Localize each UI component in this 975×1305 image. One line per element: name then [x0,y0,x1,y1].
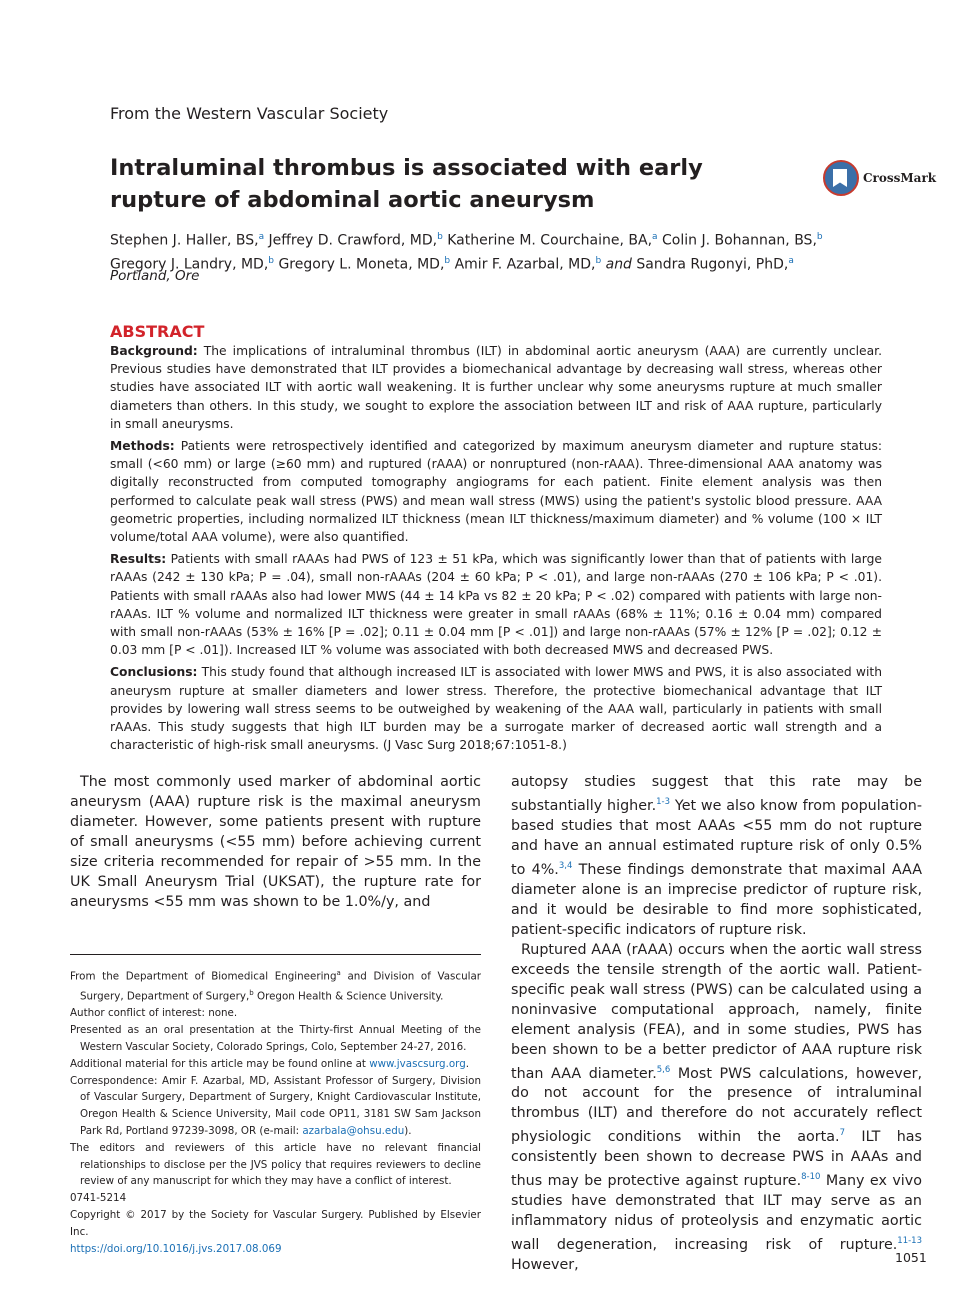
abstract-background-label: Background: [110,344,198,358]
footnote-additional [70,1056,481,1073]
footnote-editors: The editors and reviewers of this article have no relevant financial relationships to disclose per the JVS policy that requires reviewers to decline review of any manuscript for which they may have a conflict of interest. [70,1141,481,1188]
footnote-text: and Division of Vascular Surgery, Department of Surgery, [80,970,481,1003]
footnote-text: Correspondence: Amir F. Azarbal, MD, Assistant Professor of Surgery, Division of Vascular Surgery, Department of Surgery, Knight Cardiovascular Institute, Oregon Health & Science University, Mail code OP11, 3181 SW Sam Jackson Park Rd, Portland 97239-3098, OR (e-mail: [70,1074,481,1138]
body-text: ILT has consistently been shown to decrease PWS in AAAs and thus may be protective against rupture. [511,1129,922,1189]
body-paragraph [511,772,922,940]
copyright: Copyright © 2017 by the Society for Vascular Surgery. Published by Elsevier Inc. [70,1209,481,1238]
abstract-results [110,550,882,659]
abstract-heading: ABSTRACT [110,322,205,341]
author-name: Katherine M. Courchaine, BA, [447,232,653,249]
affiliation-link[interactable]: b [268,255,274,266]
footnote-sup: a [336,969,341,977]
abstract-conclusions [110,663,882,754]
page-number: 1051 [895,1250,927,1265]
affiliation-link[interactable]: a [652,232,658,242]
affiliation-link[interactable]: a [788,255,794,266]
reference-link[interactable]: 8-10 [801,1172,821,1183]
body-column-right [511,772,922,1275]
abstract-background [110,342,882,433]
affiliation-link[interactable]: a [258,232,265,242]
footnote-presentation: Presented as an oral presentation at the Thirty-first Annual Meeting of the Western Vascular Society, Colorado Springs, Colo, September 24-27, 2016. [70,1024,481,1054]
email-link[interactable]: azarbala@ohsu.edu [302,1125,405,1138]
abstract-conclusions-text: This study found that although increased ILT is associated with lower MWS and PWS, it is also associated with aneurysm rupture at smaller diameters and lower stress. Therefore, the protective biomechanical advantage that ILT provides by lowering wall stress seems to be outweighed by weakening of the AAA wall, particularly in patients with small rAAAs. This study suggests that high ILT burden may be a surrogate marker of decreased aortic wall strength and a characteristic of high-risk small aneurysms. (J Vasc Surg 2018;67:1051-8.) [110,665,882,753]
crossmark-label: CrossMark [863,171,937,185]
affiliation-link[interactable]: b [595,255,602,266]
affiliation-link[interactable]: b [437,232,443,242]
footnote-text: . [465,1057,470,1070]
author-name: Sandra Rugonyi, PhD, [636,256,789,273]
author-name: Amir F. Azarbal, MD, [454,256,596,273]
crossmark-icon [823,160,859,196]
footnote-text: Additional material for this article may be found online at [70,1057,370,1070]
body-text: Ruptured AAA (rAAA) occurs when the aortic wall stress exceeds the tensile strength of the aortic wall. Patient-specific peak wall stress (PWS) can be calculated using a noninvasive computational approach, namely, finite element analysis (FEA), and in some studies, PWS has been shown to be a better predictor of AAA rupture risk than AAA diameter. [511,941,922,1082]
abstract-methods-label: Methods: [110,439,175,454]
affiliation-link[interactable]: b [816,232,823,242]
author-list [110,227,870,274]
author-location: Portland, Ore [110,268,200,284]
body-text: However, [511,1256,579,1273]
footnote-divider [70,954,481,955]
author-name: Gregory J. Landry, MD, [110,256,269,273]
crossmark-button[interactable] [823,160,937,198]
journal-website-link[interactable]: www.jvascsurg.org [369,1057,466,1070]
reference-link[interactable]: 3,4 [558,860,573,871]
issn: 0741-5214 [70,1192,127,1205]
doi-link[interactable]: https://doi.org/10.1016/j.jvs.2017.08.069 [70,1242,282,1255]
author-name: Colin J. Bohannan, BS, [662,232,817,249]
footnote-affiliations [70,965,481,1005]
footnote-text: ). [404,1125,412,1138]
authors-and: and [605,256,632,273]
body-text: Many ex vivo studies have demonstrated that ILT may serve as an inflammatory nidus of proteolysis and enzymatic aortic wall degeneration, increasing risk of rupture. [511,1172,922,1253]
reference-link[interactable]: 5,6 [656,1064,671,1075]
reference-link[interactable]: 1-3 [656,797,671,807]
body-text: autopsy studies suggest that this rate may be substantially higher. [511,774,922,814]
reference-link[interactable]: 7 [839,1128,846,1139]
footnote-text: Oregon Health & Science University. [253,990,444,1003]
body-text: Yet we also know from population-based studies that most AAAs <55 mm do not rupture and have an annual estimated rupture risk of only 0.5% to 4%. [511,797,922,878]
body-paragraph: The most commonly used marker of abdominal aortic aneurysm (AAA) rupture risk is the maximal aneurysm diameter. However, some patients present with rupture of small aneurysms (<55 mm) before achieving current size criteria recommended for repair of >55 mm. In the UK Small Aneurysm Trial (UKSAT), the rupture rate for aneurysms <55 mm was shown to be 1.0%/y, and [70,774,481,910]
footnotes [70,965,481,1257]
abstract-body [110,342,882,758]
footnote-correspondence [70,1073,481,1140]
body-column-left [70,772,481,912]
abstract-methods [110,437,882,546]
author-name: Stephen J. Haller, BS, [110,232,259,249]
body-paragraph [511,940,922,1275]
abstract-background-text: The implications of intraluminal thrombus (ILT) in abdominal aortic aneurysm (AAA) are currently unclear. Previous studies have demonstrated that ILT provides a biomechanical advantage by decreasing wall stress, whereas other studies have associated ILT with aortic wall weakening. It is further unclear why some aneurysms rupture at much smaller diameters than others. In this study, we sought to explore the association between ILT and risk of AAA rupture, particularly in small aneurysms. [110,344,882,431]
abstract-methods-text: Patients were retrospectively identified and categorized by maximum aneurysm diameter and rupture status: small (<60 mm) or large (≥60 mm) and ruptured (rAAA) or nonruptured (non-rAAA). Three-dimensional AAA anatomy was digitally reconstructed from computed tomography angiograms for each patient. Finite element analysis was then performed to calculate peak wall stress (PWS) and mean wall stress (MWS) using the patient's systolic blood pressure. AAA geometric properties, including normalized ILT thickness (mean ILT thickness/maximum diameter) and % volume (100 × ILT volume/total AAA volume), were also quantified. [110,439,882,545]
body-text: These findings demonstrate that maximal AAA diameter alone is an imprecise predictor of rupture risk, and it would be desirable to find more sophisticated, patient-specific indicators of rupture risk. [511,861,922,938]
abstract-results-label: Results: [110,552,167,567]
article-title: Intraluminal thrombus is associated with early rupture of abdominal aortic aneurysm [110,155,703,213]
author-name: Jeffrey D. Crawford, MD, [268,232,438,249]
body-text: Most PWS calculations, however, do not account for the presence of intraluminal thrombus (ILT) and therefore do not accurately reflect physiologic conditions within the aorta. [511,1065,922,1146]
footnote-conflict: Author conflict of interest: none. [70,1007,238,1020]
affiliation-link[interactable]: b [444,255,451,266]
reference-link[interactable]: 11-13 [897,1235,922,1246]
footnote-text: From the Department of Biomedical Engineering [70,970,337,983]
footnote-sup: b [249,989,254,998]
section-heading: From the Western Vascular Society [110,104,389,123]
abstract-results-text: Patients with small rAAAs had PWS of 123 ± 51 kPa, which was significantly lower than that of patients with large rAAAs (242 ± 130 kPa; P = .04), small non-rAAAs (204 ± 60 kPa; P < .01), and large non-rAAAs (270 ± 106 kPa; P < .01). Patients with small rAAAs also had lower MWS (44 ± 14 kPa vs 82 ± 20 kPa; P < .02) compared with patients with large non-rAAAs. ILT % volume and normalized ILT thickness were greater in small rAAAs (68% ± 11%; 0.16 ± 0.04 mm) compared with small non-rAAAs (53% ± 16% [P = .02]; 0.11 ± 0.04 mm [P < .01]) and large non-rAAAs (57% ± 12% [P = .02]; 0.12 ± 0.03 mm [P < .01]). Increased ILT % volume was associated with both decreased MWS and decreased PWS. [110,552,882,658]
abstract-conclusions-label: Conclusions: [110,665,198,680]
author-name: Gregory L. Moneta, MD, [278,256,445,273]
